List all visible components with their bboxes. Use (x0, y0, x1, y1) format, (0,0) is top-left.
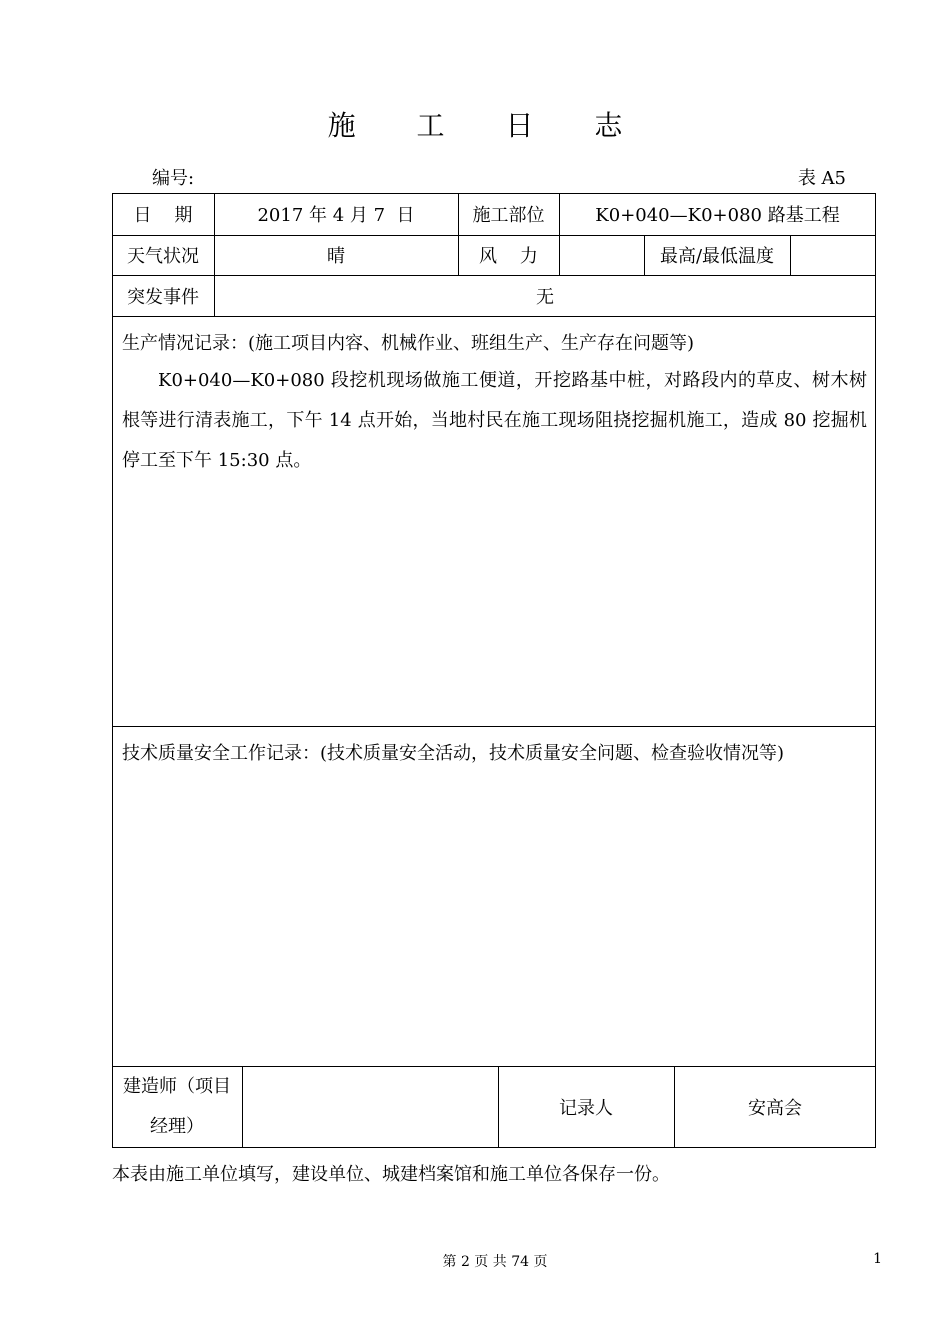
weather-value: 晴 (327, 246, 345, 267)
row-divider (112, 726, 876, 727)
footer-note: 本表由施工单位填写，建设单位、城建档案馆和施工单位各保存一份。 (112, 1164, 670, 1185)
row-divider (112, 316, 876, 317)
temperature-label: 最高/最低温度 (659, 246, 775, 267)
recorder-label: 记录人 (559, 1098, 613, 1119)
location-value: K0+040—K0+080 路基工程 (595, 205, 840, 226)
date-value: 2017 年 4 月 7 日 (257, 205, 415, 226)
builder-label-line1: 建造师（项目 (123, 1076, 231, 1097)
production-record-title: 生产情况记录：(施工项目内容、机械作业、班组生产、生产存在问题等) (122, 333, 695, 354)
serial-number-label: 编号: (152, 168, 195, 189)
quality-record-title: 技术质量安全工作记录：(技术质量安全活动，技术质量安全问题、检查验收情况等) (122, 743, 785, 764)
date-label: 日 期 (133, 205, 193, 226)
page-info: 第 2 页 共 74 页 (442, 1254, 548, 1270)
incident-label: 突发事件 (127, 286, 199, 308)
wind-value (559, 235, 644, 275)
builder-value (242, 1066, 498, 1148)
weather-label: 天气状况 (127, 246, 199, 267)
builder-label (112, 1066, 242, 1148)
incident-value: 无 (536, 286, 554, 308)
temperature-value (790, 235, 876, 275)
builder-label-line2: 经理） (150, 1116, 204, 1137)
location-label: 施工部位 (472, 205, 545, 226)
recorder-value: 安高会 (748, 1098, 802, 1119)
wind-label: 风 力 (479, 246, 538, 267)
document-title: 施 工 日 志 (327, 109, 649, 142)
page-number: 1 (873, 1251, 882, 1267)
production-record-content: K0+040—K0+080 段挖机现场做施工便道，开挖路基中桩，对路段内的草皮、树木树根等进行清表施工，下午 14 点开始，当地村民在施工现场阻挠挖掘机施工，造成 80 挖掘机停工至下午 15:30 点。 (122, 370, 867, 471)
form-number: 表 A5 (797, 168, 846, 189)
